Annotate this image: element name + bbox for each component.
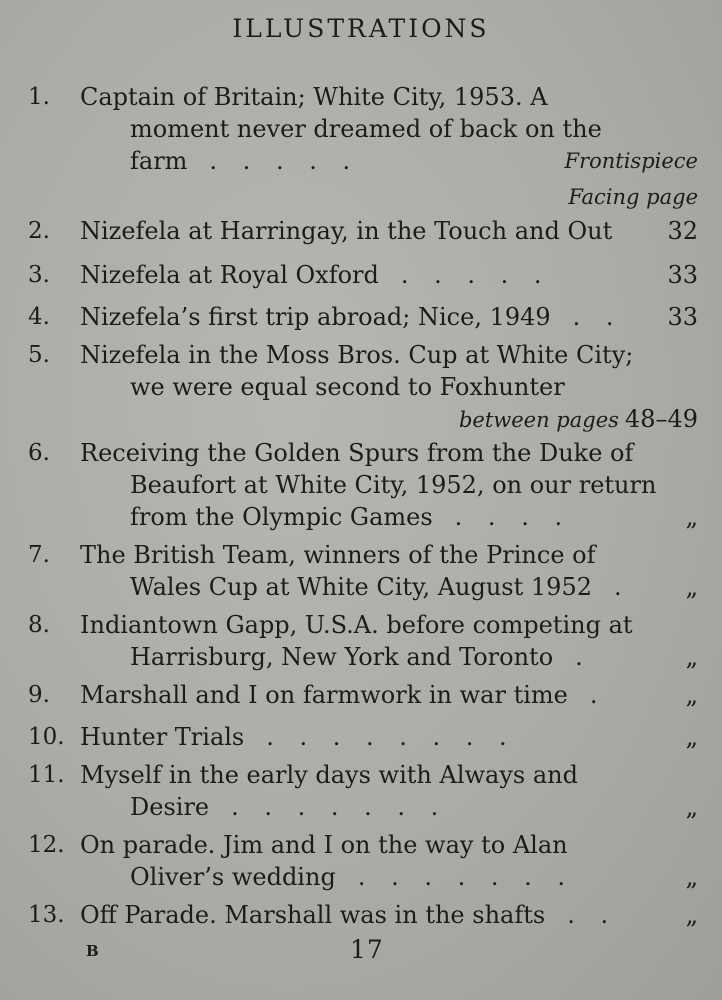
page-number-ref: 48–49 [624, 405, 698, 433]
item-number: 10. [28, 724, 65, 750]
caption-line [130, 790, 447, 824]
caption-line [80, 214, 612, 248]
caption-line [130, 468, 656, 502]
page-title: ILLUSTRATIONS [232, 14, 490, 43]
caption-line [130, 570, 631, 604]
page-ref: „ [685, 643, 698, 671]
page-ref: 33 [667, 303, 698, 331]
page-ref: „ [685, 681, 698, 709]
page-number: 17 [350, 935, 384, 964]
caption-text: Marshall and I on farmwork in war time [80, 681, 568, 709]
caption-line [80, 678, 607, 712]
caption-text: Receiving the Golden Spurs from the Duke of [80, 439, 634, 467]
caption-text: Nizefela in the Moss Bros. Cup at White City; [80, 341, 634, 369]
dot-leader: . [589, 681, 607, 709]
caption-text: Nizefela at Harringay, in the Touch and Out [80, 217, 613, 245]
caption-text: Harrisburg, New York and Toronto [130, 643, 554, 671]
caption-text: Oliver’s wedding [130, 863, 336, 891]
between-pages-label: between pages [458, 408, 619, 432]
caption-text: Nizefela’s first trip abroad; Nice, 1949 [80, 303, 551, 331]
caption-line [80, 258, 551, 292]
item-number: 12. [28, 832, 65, 858]
caption-text: Hunter Trials [80, 723, 245, 751]
page-ref: „ [685, 863, 698, 891]
caption-text: we were equal second to Foxhunter [130, 373, 565, 401]
caption-line [80, 80, 548, 114]
caption-line [80, 538, 595, 572]
page-ref: Frontispiece [564, 149, 698, 173]
caption-line [80, 436, 633, 470]
caption-line [130, 144, 359, 178]
caption-line [80, 338, 633, 372]
caption-line [130, 112, 602, 146]
caption-line [130, 370, 565, 404]
page-ref: „ [685, 723, 698, 751]
caption-text: Desire [130, 793, 210, 821]
caption-text: farm [130, 147, 188, 175]
caption-line [80, 828, 568, 862]
page-ref [459, 402, 698, 436]
item-number: 7. [28, 542, 50, 568]
caption-text: Captain of Britain; White City, 1953. A [80, 83, 548, 111]
page-ref: 32 [667, 217, 698, 245]
dot-leader: . . . . [454, 503, 572, 531]
dot-leader: . [575, 643, 592, 671]
caption-line [80, 898, 617, 932]
dot-leader: . [613, 573, 631, 601]
dot-leader: . . . . . [209, 147, 360, 175]
dot-leader: . . . . . . . [231, 793, 448, 821]
caption-text: Nizefela at Royal Oxford [80, 261, 379, 289]
caption-line [80, 720, 516, 754]
caption-text: moment never dreamed of back on the [130, 115, 602, 143]
caption-line [80, 608, 633, 642]
facing-page-label: Facing page [568, 185, 698, 209]
item-number: 9. [28, 682, 50, 708]
caption-line [80, 758, 578, 792]
item-number: 3. [28, 262, 50, 288]
dot-leader: . . [567, 901, 618, 929]
item-number: 8. [28, 612, 50, 638]
dot-leader: . . [572, 303, 623, 331]
item-number: 6. [28, 440, 50, 466]
dot-leader: . . . . . . . [357, 863, 574, 891]
item-number: 11. [28, 762, 65, 788]
caption-text: Off Parade. Marshall was in the shafts [80, 901, 546, 929]
item-number: 5. [28, 342, 50, 368]
caption-line [130, 500, 571, 534]
item-number: 1. [28, 84, 50, 110]
page-ref: „ [685, 901, 698, 929]
signature-mark: B [86, 942, 99, 960]
caption-text: Beaufort at White City, 1952, on our return [130, 471, 657, 499]
caption-text: Indiantown Gapp, U.S.A. before competing at [80, 611, 633, 639]
item-number: 4. [28, 304, 50, 330]
caption-text: The British Team, winners of the Prince of [80, 541, 596, 569]
dot-leader: . . . . . . . . [266, 723, 516, 751]
page-ref: „ [685, 573, 698, 601]
item-number: 2. [28, 218, 50, 244]
page-ref: „ [685, 793, 698, 821]
page-ref: 33 [667, 261, 698, 289]
caption-line [130, 640, 592, 674]
caption-text: from the Olympic Games [130, 503, 433, 531]
dot-leader: . . . . . [400, 261, 551, 289]
caption-text: Myself in the early days with Always and [80, 761, 578, 789]
caption-line [80, 300, 623, 334]
caption-line [130, 860, 574, 894]
caption-text: Wales Cup at White City, August 1952 [130, 573, 592, 601]
caption-text: On parade. Jim and I on the way to Alan [80, 831, 568, 859]
item-number: 13. [28, 902, 65, 928]
page-ref: „ [685, 503, 698, 531]
